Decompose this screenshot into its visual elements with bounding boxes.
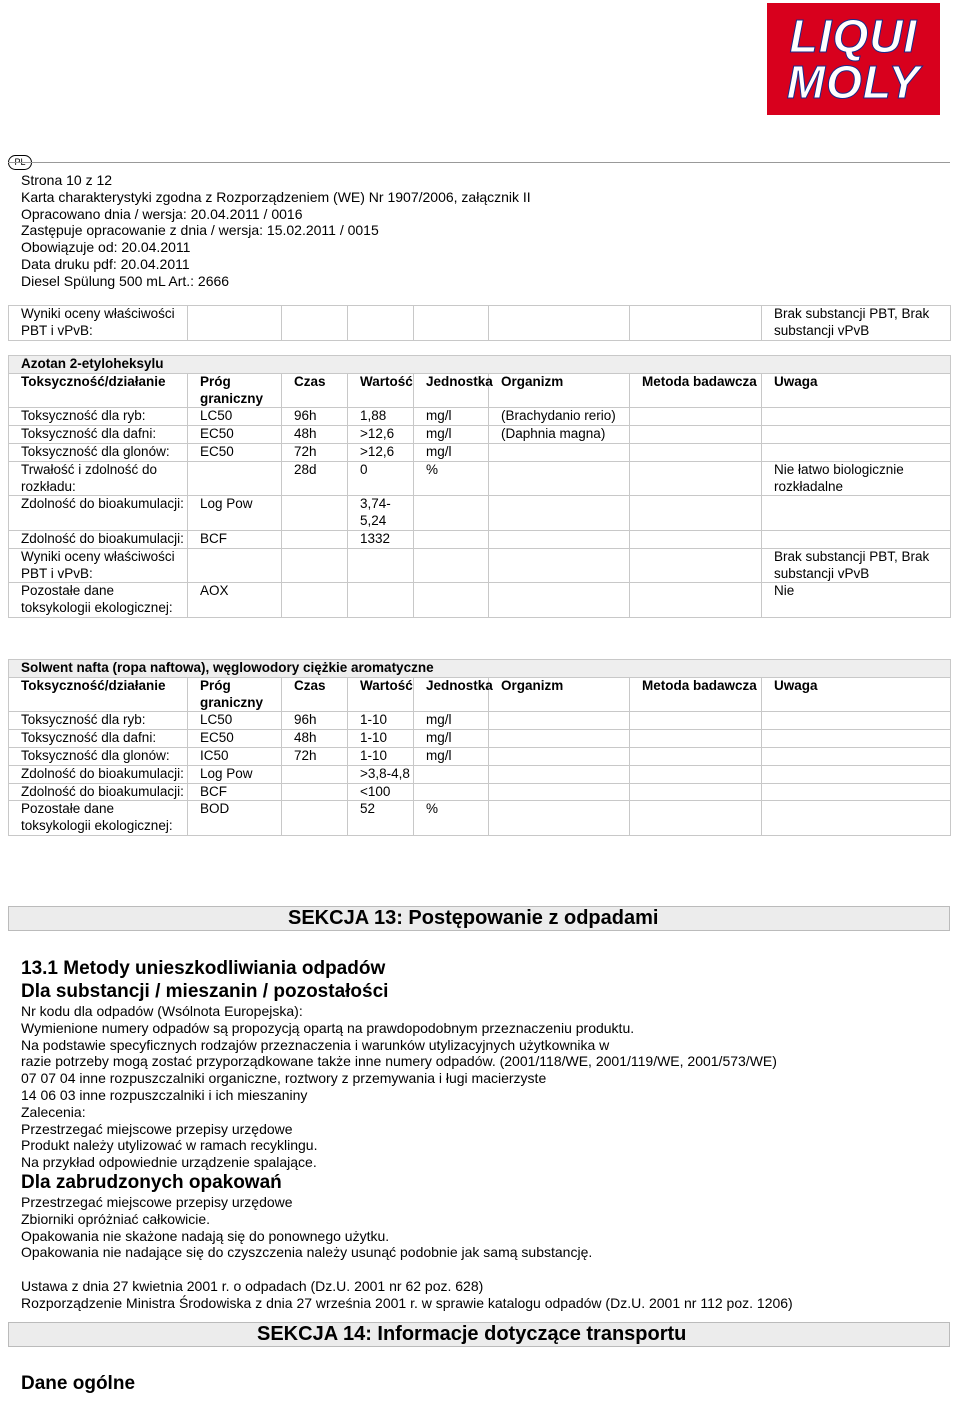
packaging-heading: Dla zabrudzonych opakowań — [21, 1171, 282, 1193]
table-cell: Wyniki oceny właściwości PBT i vPvB: — [9, 548, 188, 583]
table-cell: Zdolność do bioakumulacji: — [9, 496, 188, 531]
col-header: Organizm — [489, 373, 630, 408]
logo-line-2: MOLY — [786, 56, 921, 108]
packaging-lines — [21, 1194, 793, 1261]
table-cell: mg/l — [414, 408, 489, 426]
table-cell — [630, 408, 762, 426]
table-cell — [762, 443, 951, 461]
text-line: Na przykład odpowiednie urządzenie spalające. — [21, 1154, 317, 1171]
pbt-top-table — [8, 305, 951, 341]
table-cell — [630, 548, 762, 583]
table2-title: Solwent nafta (ropa naftowa), węglowodory ciężkie aromatyczne — [9, 660, 951, 678]
table-cell: LC50 — [188, 408, 282, 426]
table-cell: 48h — [282, 426, 348, 444]
table-cell: mg/l — [414, 426, 489, 444]
text-line: Zbiorniki opróżniać całkowicie. — [21, 1210, 211, 1227]
col-header: Wartość — [348, 373, 414, 408]
table-cell: Log Pow — [188, 496, 282, 531]
table-cell: >12,6 — [348, 426, 414, 444]
table-cell: Nie — [762, 583, 951, 618]
table-cell — [489, 548, 630, 583]
col-header: Toksyczność/działanie — [9, 373, 188, 408]
table-cell: mg/l — [414, 712, 489, 730]
col-header: Jednostka — [414, 677, 489, 712]
text-line: Wymienione numery odpadów są propozycją opartą na prawdopodobnym przeznaczeniu produktu. — [21, 1019, 635, 1036]
col-header: Uwaga — [762, 373, 951, 408]
table-cell — [630, 583, 762, 618]
logo-line-1: LIQUI — [789, 10, 918, 62]
header-product: Diesel Spülung 500 mL Art.: 2666 — [21, 272, 230, 289]
table-cell: >12,6 — [348, 443, 414, 461]
table-cell — [489, 783, 630, 801]
table-cell — [630, 801, 762, 836]
text-line: 14 06 03 inne rozpuszczalniki i ich mieszaniny — [21, 1086, 308, 1103]
table-cell: 96h — [282, 408, 348, 426]
table-cell — [630, 426, 762, 444]
table-cell — [489, 496, 630, 531]
table-cell: Pozostałe dane toksykologii ekologicznej: — [9, 583, 188, 618]
table-cell: mg/l — [414, 730, 489, 748]
table-row — [9, 712, 951, 730]
section14-title: SEKCJA 14: Informacje dotyczące transportu — [257, 1323, 687, 1345]
section13-lines — [21, 1003, 793, 1171]
table-row — [9, 548, 951, 583]
table-cell — [630, 461, 762, 496]
table-cell: >3,8-4,8 — [348, 765, 414, 783]
table-cell — [630, 530, 762, 548]
ecotox-table-solwent — [8, 659, 951, 836]
table-cell — [489, 765, 630, 783]
table-cell: Toksyczność dla glonów: — [9, 443, 188, 461]
table-cell: 28d — [282, 461, 348, 496]
table-cell: BCF — [188, 530, 282, 548]
table-cell — [489, 730, 630, 748]
document-header — [21, 172, 531, 290]
table-cell — [282, 496, 348, 531]
section13-subheading: Dla substancji / mieszanin / pozostałości — [21, 981, 389, 1002]
table-cell — [489, 801, 630, 836]
table-cell — [762, 747, 951, 765]
text-line: Produkt należy utylizować w ramach recyklingu. — [21, 1137, 318, 1154]
general-data-heading: Dane ogólne — [21, 1373, 136, 1394]
table-cell: LC50 — [188, 712, 282, 730]
section13-heading: 13.1 Metody unieszkodliwiania odpadów — [21, 958, 386, 979]
regulation-lines — [21, 1278, 793, 1312]
table-row — [9, 443, 951, 461]
table-cell: % — [414, 801, 489, 836]
header-regulation: Karta charakterystyki zgodna z Rozporządzeniem (WE) Nr 1907/2006, załącznik II — [21, 188, 531, 205]
col-header: Metoda badawcza — [630, 677, 762, 712]
table-cell — [348, 548, 414, 583]
table-cell: 1-10 — [348, 730, 414, 748]
table-cell — [762, 801, 951, 836]
table-cell: 3,74-5,24 — [348, 496, 414, 531]
col-header: Toksyczność/działanie — [9, 677, 188, 712]
text-line: Opakowania nie nadające się do czyszczenia należy usunąć podobnie jak samą substancję. — [21, 1244, 593, 1261]
col-header: Czas — [282, 373, 348, 408]
liqui-moly-logo — [767, 3, 940, 115]
table-cell — [282, 530, 348, 548]
table-cell: 1332 — [348, 530, 414, 548]
language-badge: PL — [8, 155, 32, 170]
table-cell — [630, 443, 762, 461]
text-line: 07 07 04 inne rozpuszczalniki organiczne, roztwory z przemywania i ługi macierzyste — [21, 1070, 547, 1087]
table-cell — [630, 712, 762, 730]
table-cell: Zdolność do bioakumulacji: — [9, 530, 188, 548]
table-cell: <100 — [348, 783, 414, 801]
table-row — [9, 765, 951, 783]
table-cell — [489, 712, 630, 730]
table-row — [9, 783, 951, 801]
table-cell — [762, 765, 951, 783]
table-cell — [414, 583, 489, 618]
table-cell: Log Pow — [188, 765, 282, 783]
table-cell: mg/l — [414, 443, 489, 461]
text-line: Nr kodu dla odpadów (Wsólnota Europejska): — [21, 1003, 303, 1019]
table-cell — [414, 783, 489, 801]
section13-content — [21, 957, 793, 1312]
table-cell: 72h — [282, 443, 348, 461]
col-header: Próg graniczny — [188, 677, 282, 712]
table-cell — [188, 548, 282, 583]
table-cell: BOD — [188, 801, 282, 836]
table-cell — [762, 426, 951, 444]
table-cell: 1-10 — [348, 712, 414, 730]
table-cell: 48h — [282, 730, 348, 748]
table-cell — [762, 712, 951, 730]
header-prepared: Opracowano dnia / wersja: 20.04.2011 / 0016 — [21, 205, 303, 222]
header-print-date: Data druku pdf: 20.04.2011 — [21, 255, 190, 272]
table-cell — [630, 783, 762, 801]
table-cell: 1-10 — [348, 747, 414, 765]
table-row — [9, 730, 951, 748]
header-replaces: Zastępuje opracowanie z dnia / wersja: 15.02.2011 / 0015 — [21, 222, 379, 239]
table1-title: Azotan 2-etyloheksylu — [9, 356, 951, 374]
table-cell: (Brachydanio rerio) — [489, 408, 630, 426]
table-cell: 72h — [282, 747, 348, 765]
table-cell: Toksyczność dla dafni: — [9, 426, 188, 444]
table-cell: AOX — [188, 583, 282, 618]
table-cell — [282, 783, 348, 801]
text-line: Na podstawie specyficznych rodzajów przeznaczenia i warunków utylizacyjnych użytkownika w — [21, 1036, 610, 1053]
pbt-top-value: Brak substancji PBT, Brak substancji vPvB — [762, 306, 951, 341]
header-divider — [8, 162, 950, 163]
table-row — [9, 530, 951, 548]
table-cell — [282, 765, 348, 783]
table-cell: Zdolność do bioakumulacji: — [9, 783, 188, 801]
table-cell: BCF — [188, 783, 282, 801]
table-cell: mg/l — [414, 747, 489, 765]
table-cell: Pozostałe dane toksykologii ekologicznej: — [9, 801, 188, 836]
table-cell: Toksyczność dla dafni: — [9, 730, 188, 748]
text-line: Zalecenia: — [21, 1103, 86, 1120]
section14-band — [8, 1322, 950, 1347]
table-cell — [489, 583, 630, 618]
col-header: Wartość — [348, 677, 414, 712]
table-cell — [414, 496, 489, 531]
table-cell: % — [414, 461, 489, 496]
table-cell — [489, 461, 630, 496]
table-cell — [414, 548, 489, 583]
section13-band — [8, 906, 950, 931]
table1-header-row — [9, 373, 951, 408]
text-line: razie potrzeby mogą zostać przyporządkowane także inne numery odpadów. (2001/118/WE, 2001/119/WE, 2001/573/WE) — [21, 1053, 777, 1070]
table-cell: Toksyczność dla ryb: — [9, 408, 188, 426]
table-cell: 0 — [348, 461, 414, 496]
table-cell: (Daphnia magna) — [489, 426, 630, 444]
table-row — [9, 408, 951, 426]
header-valid-from: Obowiązuje od: 20.04.2011 — [21, 239, 191, 256]
table-row — [9, 461, 951, 496]
table-cell — [414, 765, 489, 783]
col-header: Jednostka — [414, 373, 489, 408]
table-cell — [489, 747, 630, 765]
table-cell: Zdolność do bioakumulacji: — [9, 765, 188, 783]
col-header: Próg graniczny — [188, 373, 282, 408]
table-cell — [630, 496, 762, 531]
ecotox-table-azotan — [8, 355, 951, 618]
table-cell — [348, 583, 414, 618]
table-cell: EC50 — [188, 730, 282, 748]
table-cell — [630, 730, 762, 748]
table-cell: EC50 — [188, 443, 282, 461]
text-line: Rozporządzenie Ministra Środowiska z dnia 27 września 2001 r. w sprawie katalogu odpadów (Dz.U. 2001 nr 112 poz. 1206) — [21, 1294, 793, 1311]
table-cell: Toksyczność dla glonów: — [9, 747, 188, 765]
table-cell: 52 — [348, 801, 414, 836]
table2-body — [9, 712, 951, 836]
table-cell — [630, 765, 762, 783]
text-line: Opakowania nie skażone nadają się do ponownego użytku. — [21, 1227, 390, 1244]
table-cell — [282, 548, 348, 583]
table-cell: 96h — [282, 712, 348, 730]
text-line: Przestrzegać miejscowe przepisy urzędowe — [21, 1193, 293, 1210]
table-cell: IC50 — [188, 747, 282, 765]
table-cell: Brak substancji PBT, Brak substancji vPvB — [762, 548, 951, 583]
table2-header-row — [9, 677, 951, 712]
table-cell — [762, 496, 951, 531]
table-cell — [630, 747, 762, 765]
col-header: Czas — [282, 677, 348, 712]
table-cell: 1,88 — [348, 408, 414, 426]
col-header: Metoda badawcza — [630, 373, 762, 408]
text-line: Przestrzegać miejscowe przepisy urzędowe — [21, 1120, 293, 1137]
table-cell — [188, 461, 282, 496]
table-row — [9, 583, 951, 618]
table-cell — [489, 443, 630, 461]
table-cell — [489, 530, 630, 548]
table-cell — [762, 783, 951, 801]
table-cell: Trwałość i zdolność do rozkładu: — [9, 461, 188, 496]
table-row — [9, 496, 951, 531]
table-row — [9, 426, 951, 444]
table-cell — [762, 530, 951, 548]
text-line: Ustawa z dnia 27 kwietnia 2001 r. o odpadach (Dz.U. 2001 nr 62 poz. 628) — [21, 1278, 484, 1295]
table-cell: Toksyczność dla ryb: — [9, 712, 188, 730]
table-cell — [762, 408, 951, 426]
header-page: Strona 10 z 12 — [21, 172, 113, 188]
table-cell — [282, 801, 348, 836]
table-row — [9, 801, 951, 836]
table-cell: Nie łatwo biologicznie rozkładalne — [762, 461, 951, 496]
table-cell — [762, 730, 951, 748]
table-cell — [414, 530, 489, 548]
pbt-top-label: Wyniki oceny właściwości PBT i vPvB: — [9, 306, 188, 341]
col-header: Uwaga — [762, 677, 951, 712]
section13-title: SEKCJA 13: Postępowanie z odpadami — [288, 907, 659, 929]
table-cell — [282, 583, 348, 618]
table1-body — [9, 408, 951, 618]
table-row — [9, 747, 951, 765]
table-cell: EC50 — [188, 426, 282, 444]
col-header: Organizm — [489, 677, 630, 712]
